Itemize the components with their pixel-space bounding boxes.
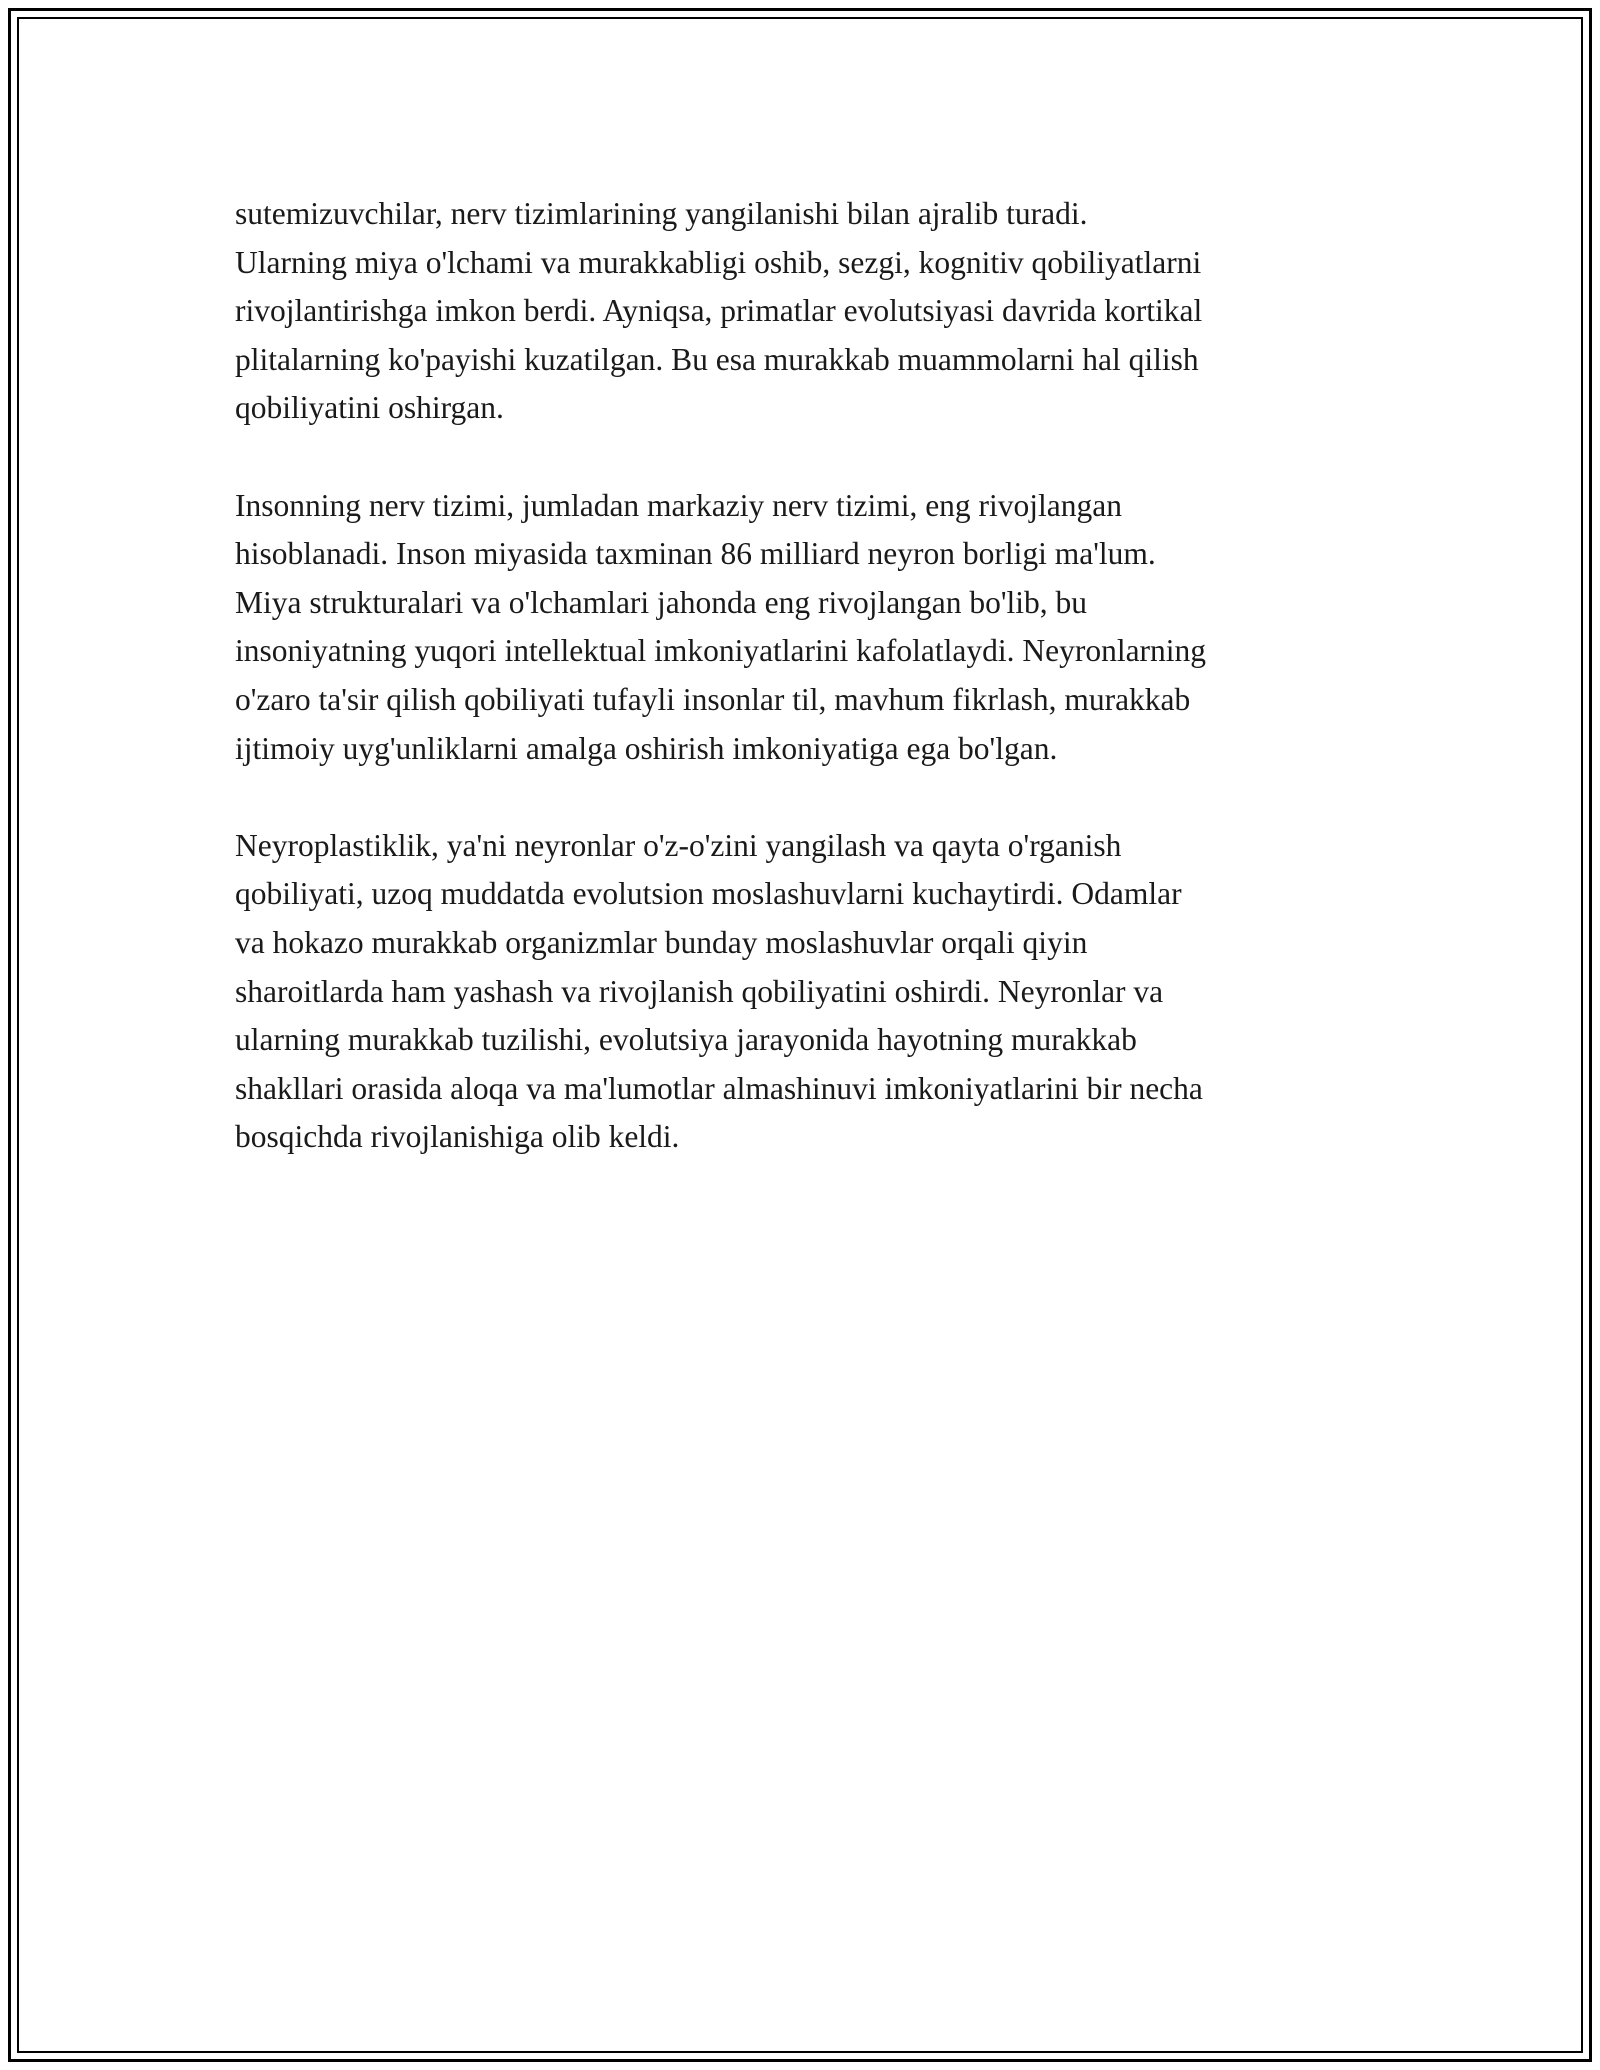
text-line: qobiliyatini oshirgan. bbox=[235, 390, 504, 426]
text-line: qobiliyati, uzoq muddatda evolutsion moslashuvlarni kuchaytirdi. Odamlar bbox=[235, 876, 1182, 912]
paragraph-1 bbox=[235, 190, 1375, 433]
text-line: Miya strukturalari va o'lchamlari jahonda eng rivojlangan bo'lib, bu bbox=[235, 584, 1087, 620]
text-line: o'zaro ta'sir qilish qobiliyati tufayli insonlar til, mavhum fikrlash, murakkab bbox=[235, 681, 1191, 717]
text-line: rivojlantirishga imkon berdi. Ayniqsa, primatlar evolutsiyasi davrida kortikal bbox=[235, 293, 1203, 329]
text-line: Insonning nerv tizimi, jumladan markaziy nerv tizimi, eng rivojlangan bbox=[235, 487, 1123, 523]
text-line: insoniyatning yuqori intellektual imkoniyatlarini kafolatlaydi. Neyronlarning bbox=[235, 633, 1207, 669]
text-line: ularning murakkab tuzilishi, evolutsiya jarayonida hayotning murakkab bbox=[235, 1022, 1137, 1058]
text-line: va hokazo murakkab organizmlar bunday moslashuvlar orqali qiyin bbox=[235, 924, 1088, 960]
document-body bbox=[235, 190, 1375, 1210]
text-line: sharoitlarda ham yashash va rivojlanish qobiliyatini oshirdi. Neyronlar va bbox=[235, 973, 1164, 1009]
text-line: Ularning miya o'lchami va murakkabligi oshib, sezgi, kognitiv qobiliyatlarni bbox=[235, 244, 1202, 280]
text-line: Neyroplastiklik, ya'ni neyronlar o'z-o'zini yangilash va qayta o'rganish bbox=[235, 827, 1122, 863]
text-line: shakllari orasida aloqa va ma'lumotlar almashinuvi imkoniyatlarini bir necha bbox=[235, 1070, 1203, 1106]
text-line: plitalarning ko'payishi kuzatilgan. Bu esa murakkab muammolarni hal qilish bbox=[235, 341, 1199, 377]
paragraph-3 bbox=[235, 822, 1375, 1162]
text-line: ijtimoiy uyg'unliklarni amalga oshirish imkoniyatiga ega bo'lgan. bbox=[235, 730, 1058, 766]
text-line: sutemizuvchilar, nerv tizimlarining yangilanishi bilan ajralib turadi. bbox=[235, 196, 1088, 231]
text-line: hisoblanadi. Inson miyasida taxminan 86 milliard neyron borligi ma'lum. bbox=[235, 536, 1156, 572]
paragraph-2 bbox=[235, 482, 1375, 774]
text-line: bosqichda rivojlanishiga olib keldi. bbox=[235, 1119, 680, 1155]
